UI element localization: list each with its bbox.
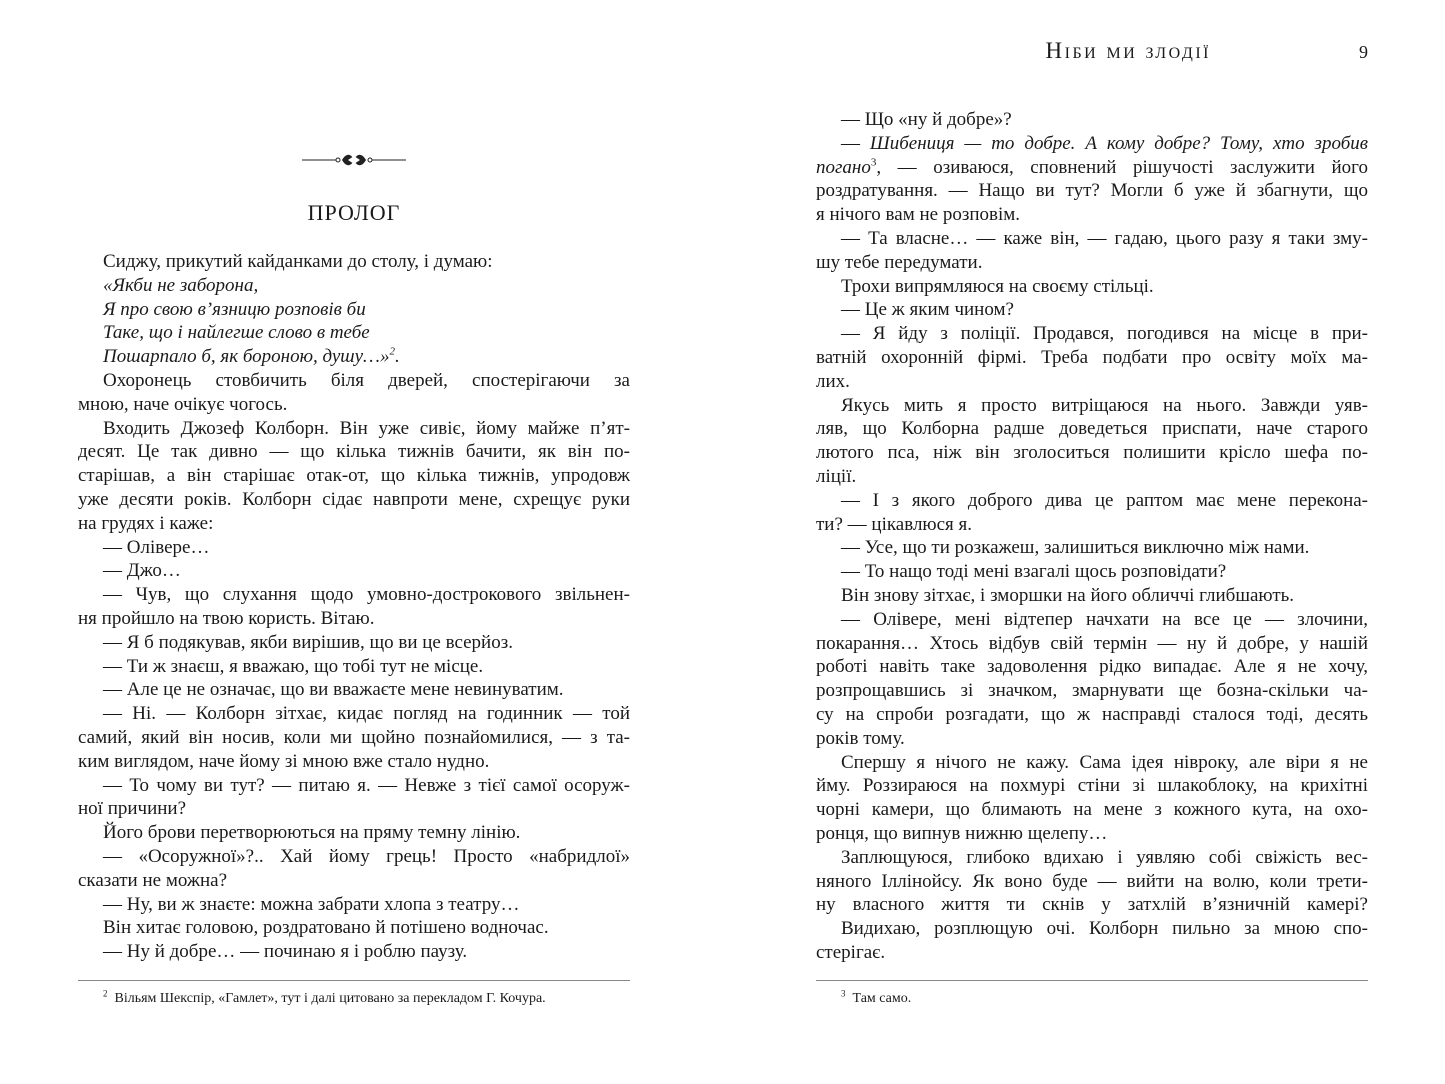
line-text: Видихаю, розплющую очі. Колборн пильно за мною спо- — [841, 918, 1368, 940]
text-line — [78, 440, 630, 464]
text-line — [78, 298, 630, 322]
text-line — [816, 441, 1368, 465]
left-body-text — [78, 250, 630, 964]
text-line — [816, 822, 1368, 846]
right-page — [816, 0, 1368, 1084]
line-text: ляв, що Колборна радше доведеться приспати, наче старого — [816, 418, 1368, 440]
italic-text: погано — [816, 156, 871, 178]
text-line — [78, 488, 630, 512]
text-line — [78, 369, 630, 393]
text-line — [78, 607, 630, 631]
text-line — [816, 465, 1368, 489]
line-text: Він хитає головою, роздратовано й потішено водночас. — [103, 917, 549, 939]
text-line — [78, 869, 630, 893]
line-text: Входить Джозеф Колборн. Він уже сивіє, йому майже п’ят- — [103, 417, 630, 439]
line-text: Заплющуюся, глибоко вдихаю і уявляю собі свіжість вес- — [841, 846, 1368, 868]
text-line — [78, 393, 630, 417]
text-line — [78, 464, 630, 488]
text-line — [816, 798, 1368, 822]
text-line — [816, 156, 1368, 180]
line-text: — Що «ну й добре»? — [841, 109, 1012, 130]
line-text: самий, який він носив, коли ми щойно познайомилися, — з та- — [78, 726, 630, 748]
text-line — [816, 679, 1368, 703]
line-text: років тому. — [816, 727, 905, 749]
footnote — [816, 990, 1368, 1008]
line-text: — Чув, що слухання щодо умовно-дострокового звільнен- — [103, 584, 630, 606]
line-text: Я про свою в’язницю розповів би — [103, 298, 366, 320]
footnote-mark: 2 — [103, 988, 108, 999]
line-text: «Якби не заборона, — [103, 274, 259, 296]
text-line — [78, 916, 630, 940]
line-text: мною, наче очікує чогось. — [78, 393, 288, 415]
text-line — [78, 821, 630, 845]
line-text: ної причини? — [78, 798, 187, 820]
chapter-title: ПРОЛОГ — [307, 200, 401, 225]
line-text: су на спроби розгадати, що ж насправді сталося тоді, десять — [816, 703, 1368, 725]
line-text: сказати не можна? — [78, 869, 228, 891]
line-text: няного Іллінойсу. Як воно буде — вийти на волю, коли трети- — [816, 870, 1368, 892]
line-text: — Ти ж знаєш, я вважаю, що тобі тут не місце. — [103, 655, 484, 677]
line-text: десят. Це так дивно — що кілька тижнів бачити, як він по- — [78, 441, 630, 463]
ornament-flourish-icon — [302, 150, 406, 170]
text-line — [816, 846, 1368, 870]
text-line — [78, 250, 630, 274]
left-page — [78, 0, 630, 1084]
line-text: — Ні. — Колборн зітхає, кидає погляд на годинник — той — [103, 703, 630, 725]
text-line — [816, 179, 1368, 203]
text-line — [78, 559, 630, 583]
line-text: лютого пса, ніж він зголоситься полишити крісло шефа по- — [816, 442, 1368, 464]
page-number: 9 — [1359, 42, 1368, 62]
text-line — [816, 227, 1368, 251]
text-line — [78, 274, 630, 298]
text-line — [78, 750, 630, 774]
text-line — [816, 727, 1368, 751]
text-line — [816, 632, 1368, 656]
line-text: на грудях і каже: — [78, 512, 214, 534]
line-text: роздратування. — Нащо ви тут? Могли б уже й збагнути, що — [816, 180, 1368, 202]
line-text: — Я йду з поліції. Продався, погодився на місце в при- — [841, 323, 1368, 345]
text-line — [816, 703, 1368, 727]
line-text: — І з якого доброго дива це раптом має мене переконa- — [841, 489, 1368, 511]
line-text: — Я б подякував, якби вирішив, що ви це всерйоз. — [103, 631, 513, 653]
line-text: ти? — цікавлюся я. — [816, 513, 973, 535]
text-line — [78, 321, 630, 345]
line-text: Якусь мить я просто витріщаюся на нього. Завжди уяв- — [841, 394, 1368, 416]
footnote-text: Там само. — [852, 991, 912, 1006]
line-text: уже десяти років. Колборн сідає навпроти мене, схрещує руки — [78, 488, 630, 510]
text-line — [816, 370, 1368, 394]
text-line — [78, 583, 630, 607]
line-text: — То чому ви тут? — питаю я. — Невже з тієї самої осоруж- — [103, 774, 630, 796]
footnote — [78, 990, 630, 1008]
running-head — [816, 38, 1368, 64]
text-line — [816, 108, 1368, 132]
line-text: ронця, що випнув нижню щелепу… — [816, 822, 1108, 844]
line-text: — Олівере… — [103, 536, 210, 558]
right-body-text — [816, 108, 1368, 965]
line-text: розпрощавшись зі значком, змарнувати ще бозна-скільки ча- — [816, 680, 1368, 702]
line-text: Пошарпало б, як бороною, душу…» — [103, 346, 390, 368]
line-text: ким виглядом, наче йому зі мною вже стало нудно. — [78, 750, 490, 772]
line-text: ліції. — [816, 465, 857, 487]
line-text: ня пройшло на твою користь. Вітаю. — [78, 607, 375, 629]
line-tail: , — озиваюся, сповнений рішучості заслужити його — [876, 156, 1368, 178]
text-line — [816, 417, 1368, 441]
text-line — [78, 417, 630, 441]
line-text: — Це ж яким чином? — [841, 299, 1014, 321]
text-line — [78, 726, 630, 750]
text-line — [816, 608, 1368, 632]
line-prefix: — — [841, 132, 870, 154]
line-text: — Усе, що ти розкажеш, залишиться виключно між нами. — [841, 537, 1310, 559]
footnote-ref: 2 — [389, 345, 395, 358]
line-text: я нічого вам не розповім. — [816, 204, 1021, 226]
text-line — [78, 536, 630, 560]
line-text: покарання… Хтось відбув свій термін — ну й добре, у нашій — [816, 632, 1368, 654]
line-text: роботі навіть таке задоволення рідко випадає. Але я не хочу, — [816, 656, 1368, 678]
line-text: ватній охоронній фірмі. Треба подбати про освіту моїх ма- — [816, 346, 1368, 368]
line-text: старішав, а він старішає отак-от, що кілька тижнів, упродовж — [78, 465, 630, 487]
text-line — [816, 751, 1368, 775]
text-line — [816, 941, 1368, 965]
text-line — [78, 678, 630, 702]
line-text: — Джо… — [103, 560, 181, 582]
footnote-text: Вільям Шекспір, «Гамлет», тут і далі цитовано за перекладом Г. Кочура. — [114, 991, 546, 1006]
text-line — [816, 560, 1368, 584]
text-line — [816, 132, 1368, 156]
line-text: Охоронець стовбичить біля дверей, спостерігаючи за — [103, 369, 630, 391]
text-line — [78, 893, 630, 917]
text-line — [816, 917, 1368, 941]
text-line — [816, 893, 1368, 917]
text-line — [816, 584, 1368, 608]
line-text: — Та власне… — каже він, — гадаю, цього разу я таки зму- — [841, 227, 1368, 249]
line-text: — Олівере, мені відтепер начхати на все це — злочини, — [841, 608, 1368, 630]
text-line — [78, 631, 630, 655]
italic-text: Шибениця — то добре. А кому добре? Тому, хто зробив — [869, 132, 1369, 154]
line-text: чорні камери, що блимають на мене з кожного кута, на охо- — [816, 799, 1368, 821]
text-line — [816, 655, 1368, 679]
text-line — [816, 513, 1368, 537]
text-line — [816, 774, 1368, 798]
line-text: ну власного життя ти скнів у затхлій в’язничній камері? — [816, 894, 1368, 916]
text-line — [816, 203, 1368, 227]
text-line — [78, 797, 630, 821]
text-line — [78, 702, 630, 726]
line-text: — Але це не означає, що ви вважаєте мене невинуватим. — [103, 679, 564, 701]
text-line — [78, 345, 630, 369]
line-text: — Ну, ви ж знаєте: можна забрати хлопа з театру… — [103, 893, 520, 915]
line-text: Трохи випрямляюся на своєму стільці. — [841, 275, 1154, 297]
text-line — [78, 940, 630, 964]
line-text: — То нащо тоді мені взагалі щось розповідати? — [841, 561, 1227, 583]
running-title: Ніби ми злодії — [1045, 38, 1211, 63]
footnote-divider — [816, 980, 1368, 981]
line-text: — Ну й добре… — починаю я і роблю паузу. — [103, 941, 468, 963]
footnote-ref: 3 — [870, 156, 877, 169]
line-text: стерігає. — [816, 941, 886, 963]
text-line — [816, 275, 1368, 299]
text-line — [816, 322, 1368, 346]
line-text: Його брови перетворюються на пряму темну лінію. — [103, 822, 521, 844]
line-text: Таке, що і найлегше слово в тебе — [103, 322, 370, 344]
line-text: лих. — [816, 370, 850, 392]
text-line — [816, 870, 1368, 894]
text-line — [816, 394, 1368, 418]
footnote-divider — [78, 980, 630, 981]
text-line — [78, 655, 630, 679]
line-text: Сиджу, прикутий кайданками до столу, і думаю: — [103, 251, 493, 272]
text-line — [816, 536, 1368, 560]
footnote-mark: 3 — [841, 988, 846, 999]
line-text: Він знову зітхає, і зморшки на його обличчі глибшають. — [841, 584, 1295, 606]
text-line — [816, 251, 1368, 275]
text-line — [78, 845, 630, 869]
text-line — [78, 774, 630, 798]
line-text: Спершу я нічого не кажу. Сама ідея нівроку, але віри я не — [841, 751, 1368, 773]
text-line — [78, 512, 630, 536]
line-text: шу тебе передумати. — [816, 251, 983, 273]
line-text: йму. Роззираюся на похмурі стіни зі шлакоблоку, на крихітні — [816, 775, 1368, 797]
line-tail: . — [394, 346, 400, 368]
line-text: — «Осоружної»?.. Хай йому грець! Просто «набридлої» — [103, 845, 630, 867]
text-line — [816, 298, 1368, 322]
text-line — [816, 489, 1368, 513]
text-line — [816, 346, 1368, 370]
